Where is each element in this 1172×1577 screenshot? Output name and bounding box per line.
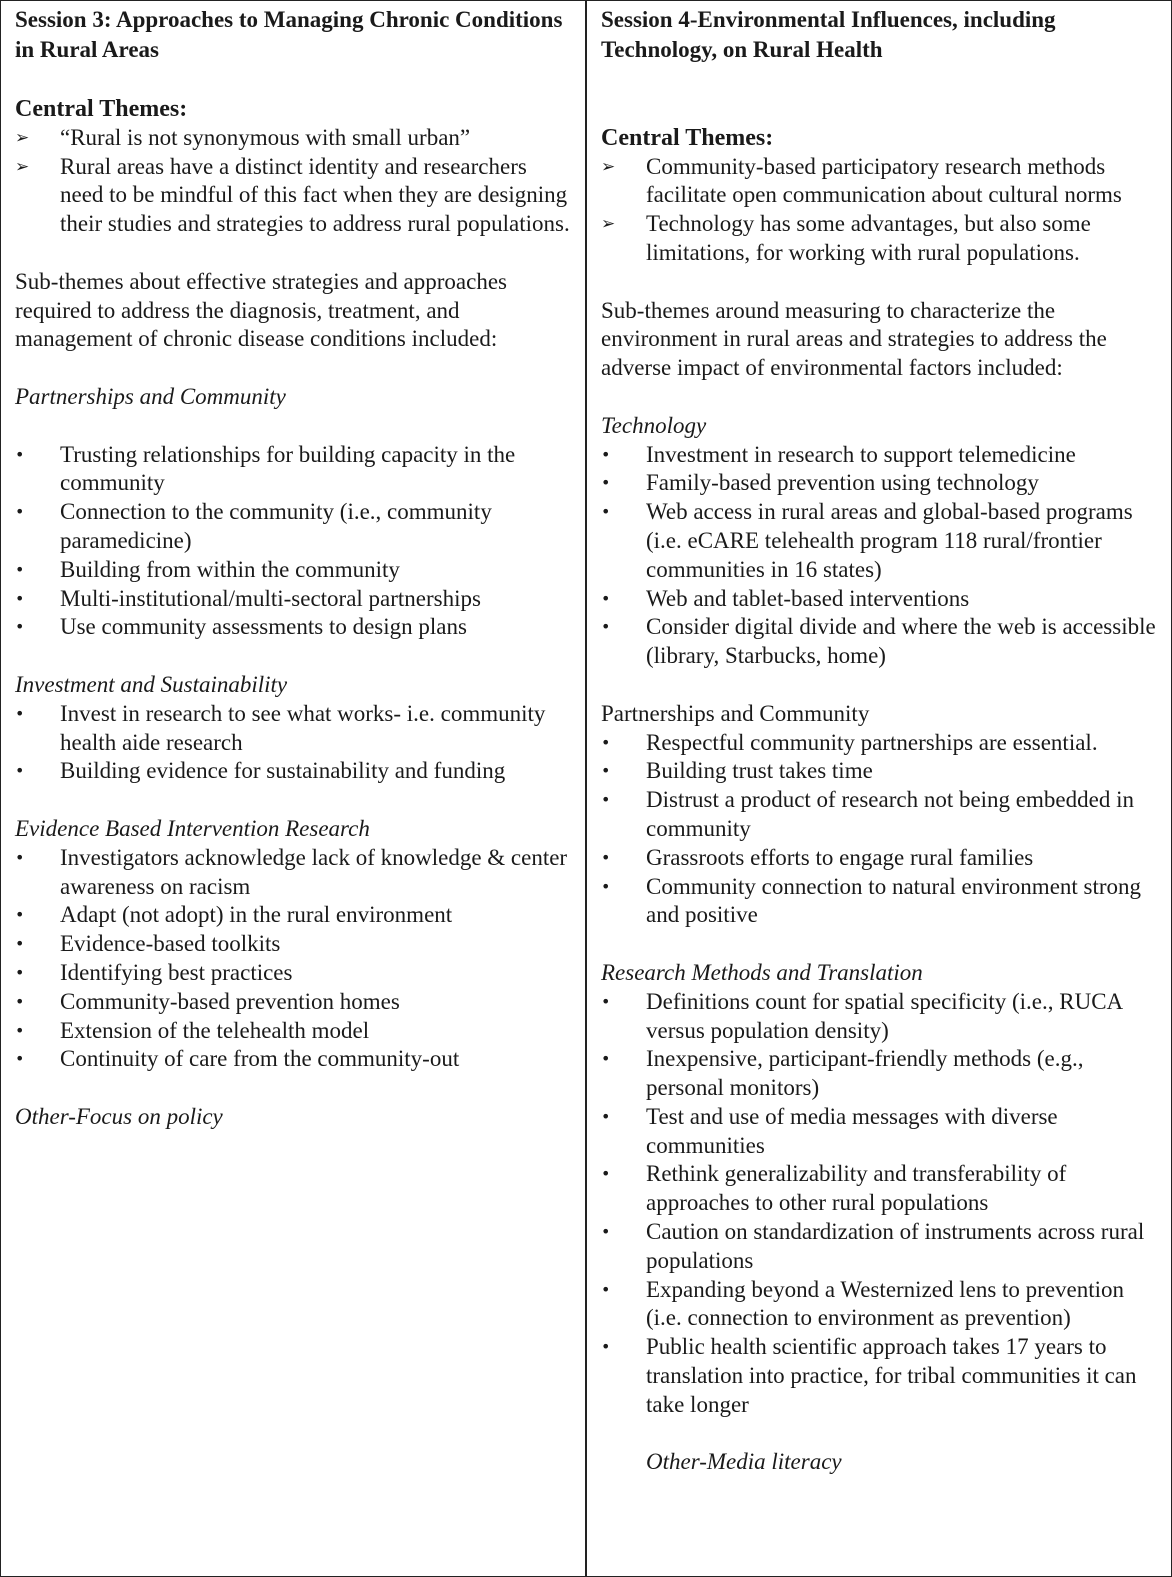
list-item: • Building from within the community <box>15 556 575 585</box>
list-item: • Community connection to natural environment strong and positive <box>601 873 1142 928</box>
list-item: • Adapt (not adopt) in the rural environment <box>15 901 575 930</box>
list-item: • Connection to the community (i.e., community paramedicine) <box>15 499 492 553</box>
round-bullet-icon: • <box>15 905 25 925</box>
session-3-other-note: Other-Focus on policy <box>15 1103 223 1129</box>
section-heading: Research Methods and Translation <box>601 959 923 985</box>
list-item: • Distrust a product of research not being embedded in community <box>601 787 1134 841</box>
round-bullet-icon: • <box>15 617 25 637</box>
list-item: • Invest in research to see what works- i.e. community health aide research <box>15 700 546 755</box>
session-3-themes-list <box>15 124 575 239</box>
arrowhead-bullet-icon: ➢ <box>601 156 616 177</box>
list-item: • Caution on standardization of instruments across rural populations <box>601 1219 1145 1273</box>
session-4-central-themes-heading: Central Themes: <box>601 124 774 151</box>
section-list <box>15 441 575 643</box>
round-bullet-icon: • <box>601 991 611 1011</box>
arrowhead-bullet-icon: ➢ <box>601 214 616 235</box>
section-list <box>601 729 1157 931</box>
list-item: • Building trust takes time <box>601 757 1157 786</box>
round-bullet-icon: • <box>15 588 25 608</box>
list-item: • Family-based prevention using technology <box>601 469 1157 498</box>
round-bullet-icon: • <box>601 761 611 781</box>
round-bullet-icon: • <box>15 703 25 723</box>
list-item: • Extension of the telehealth model <box>15 1017 575 1046</box>
round-bullet-icon: • <box>15 847 25 867</box>
session-4-themes-list <box>601 153 1157 268</box>
theme-item: ➢ “Rural is not synonymous with small urban” <box>15 124 575 153</box>
session-4-title: Session 4-Environmental Influences, including Technology, on Rural Health <box>601 7 1056 62</box>
list-item: • Expanding beyond a Westernized lens to prevention (i.e. connection to environment as prevention) <box>601 1276 1125 1331</box>
section-list <box>601 988 1157 1420</box>
round-bullet-icon: • <box>15 934 25 954</box>
list-item: • Respectful community partnerships are essential. <box>601 729 1157 758</box>
round-bullet-icon: • <box>15 1049 25 1069</box>
list-item: • Multi-institutional/multi-sectoral partnerships <box>15 585 575 614</box>
section-heading: Partnerships and Community <box>601 700 870 726</box>
list-item: • Grassroots efforts to engage rural families <box>601 844 1157 873</box>
round-bullet-icon: • <box>15 991 25 1011</box>
session-4-other-note: Other-Media literacy <box>646 1449 842 1475</box>
section-list <box>15 700 575 786</box>
list-item: • Use community assessments to design plans <box>15 613 575 642</box>
list-item: • Evidence-based toolkits <box>15 930 575 959</box>
round-bullet-icon: • <box>601 1164 611 1184</box>
list-item: • Continuity of care from the community-out <box>15 1045 575 1074</box>
section-heading: Partnerships and Community <box>15 383 286 409</box>
round-bullet-icon: • <box>601 790 611 810</box>
list-item: • Web and tablet-based interventions <box>601 585 1157 614</box>
session-3-central-themes-heading: Central Themes: <box>15 95 188 122</box>
session-4-subthemes-intro: Sub-themes around measuring to characterize the environment in rural areas and strategies to address the adverse impact of environmental factors included: <box>601 297 1107 381</box>
arrowhead-bullet-icon: ➢ <box>15 127 30 148</box>
section-list <box>601 441 1157 671</box>
list-item: • Investigators acknowledge lack of knowledge & center awareness on racism <box>15 844 568 899</box>
round-bullet-icon: • <box>601 847 611 867</box>
round-bullet-icon: • <box>601 1279 611 1299</box>
round-bullet-icon: • <box>15 962 25 982</box>
list-item: • Web access in rural areas and global-based programs (i.e. eCARE telehealth program 118 rural/frontier communities in 16 states) <box>601 499 1133 582</box>
session-3-subthemes-intro: Sub-themes about effective strategies and approaches required to address the diagnosis, treatment, and management of chronic disease conditions included: <box>15 268 507 352</box>
round-bullet-icon: • <box>15 559 25 579</box>
round-bullet-icon: • <box>601 502 611 522</box>
list-item: • Identifying best practices <box>15 959 575 988</box>
section-heading: Technology <box>601 412 707 438</box>
list-item: • Test and use of media messages with diverse communities <box>601 1103 1058 1158</box>
list-item: • Inexpensive, participant-friendly methods (e.g., personal monitors) <box>601 1046 1084 1101</box>
round-bullet-icon: • <box>601 1222 611 1242</box>
section-list <box>15 844 575 1074</box>
round-bullet-icon: • <box>601 444 611 464</box>
theme-item: ➢ Technology has some advantages, but also some limitations, for working with rural populations. <box>601 211 1091 265</box>
list-item: • Community-based prevention homes <box>15 988 575 1017</box>
round-bullet-icon: • <box>601 617 611 637</box>
list-item: • Public health scientific approach takes 17 years to translation into practice, for tribal communities it can take longer <box>601 1334 1137 1417</box>
section-heading: Investment and Sustainability <box>15 671 288 697</box>
list-item: • Rethink generalizability and transferability of approaches to other rural populations <box>601 1161 1067 1216</box>
session-3-title: Session 3: Approaches to Managing Chronic Conditions in Rural Areas <box>15 7 563 62</box>
session-4-column <box>587 1 1171 1576</box>
round-bullet-icon: • <box>15 1020 25 1040</box>
arrowhead-bullet-icon: ➢ <box>15 156 30 177</box>
list-item: • Building evidence for sustainability and funding <box>15 757 575 786</box>
session-3-column <box>1 1 587 1576</box>
list-item: • Trusting relationships for building capacity in the community <box>15 441 516 496</box>
round-bullet-icon: • <box>601 1049 611 1069</box>
list-item: • Consider digital divide and where the web is accessible (library, Starbucks, home) <box>601 614 1156 669</box>
section-heading: Evidence Based Intervention Research <box>15 815 370 841</box>
round-bullet-icon: • <box>15 502 25 522</box>
round-bullet-icon: • <box>15 444 25 464</box>
round-bullet-icon: • <box>601 1106 611 1126</box>
theme-item: ➢ Community-based participatory research methods facilitate open communication about cultural norms <box>601 153 1122 208</box>
round-bullet-icon: • <box>15 761 25 781</box>
round-bullet-icon: • <box>601 1337 611 1357</box>
round-bullet-icon: • <box>601 876 611 896</box>
round-bullet-icon: • <box>601 473 611 493</box>
theme-item: ➢ Rural areas have a distinct identity and researchers need to be mindful of this fact when they are designing their studies and strategies to address rural populations. <box>15 153 570 237</box>
round-bullet-icon: • <box>601 588 611 608</box>
list-item: • Investment in research to support telemedicine <box>601 441 1157 470</box>
list-item: • Definitions count for spatial specificity (i.e., RUCA versus population density) <box>601 988 1122 1043</box>
round-bullet-icon: • <box>601 732 611 752</box>
